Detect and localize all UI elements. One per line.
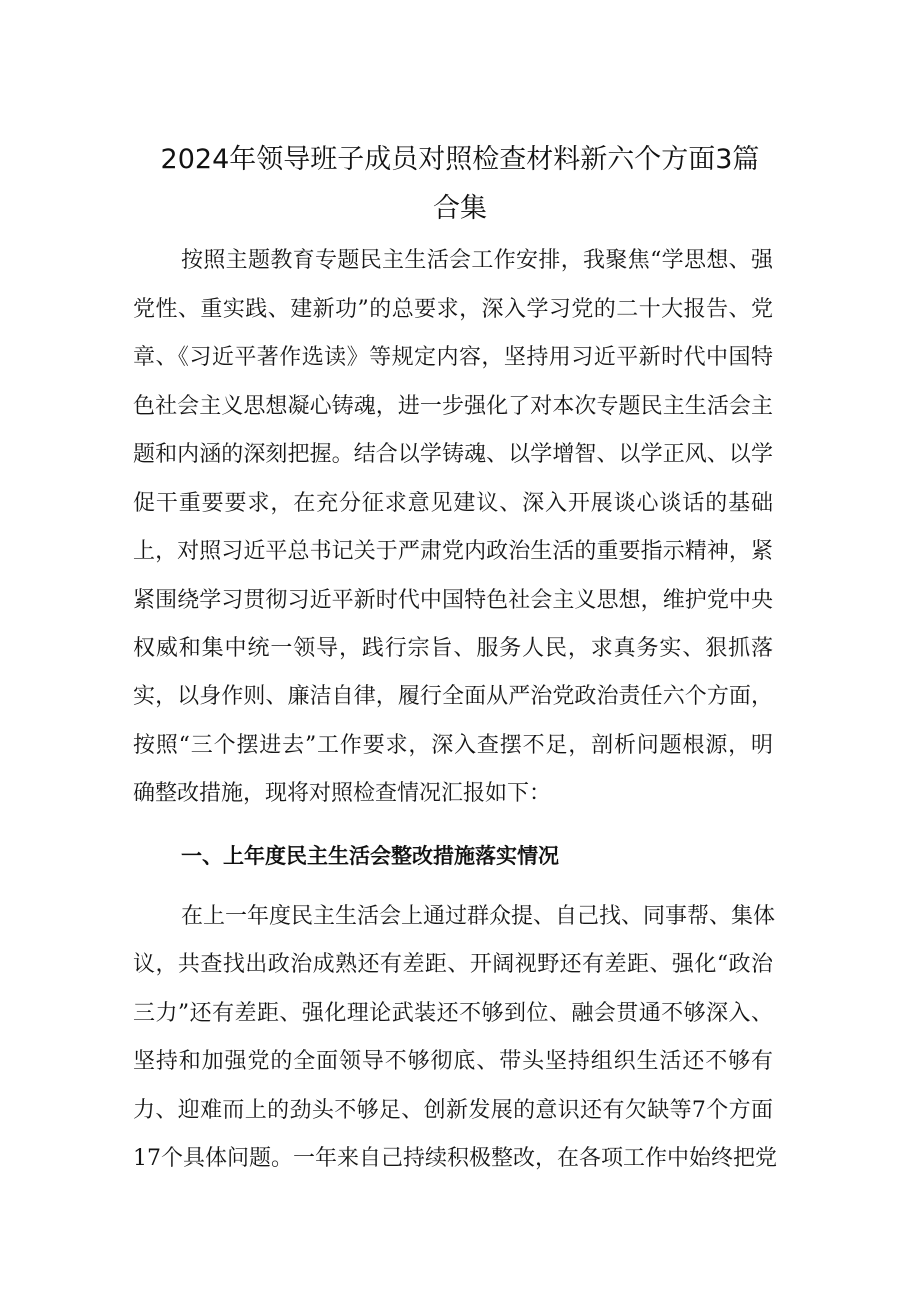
intro-line-12: 确整改措施，现将对照检查情况汇报如下： [133, 781, 552, 806]
document-title-line-1: 2024年领导班子成员对照检查材料新六个方面3篇 [160, 144, 760, 175]
document-title-line-2: 合集 [433, 193, 487, 224]
intro-line-6: 促干重要要求，在充分征求意见建议、深入开展谈心谈话的基础 [133, 491, 773, 516]
intro-line-4: 色社会主义思想凝心铸魂，进一步强化了对本次专题民主生活会主 [133, 394, 773, 419]
section-1-line-5: 力、迎难而上的劲头不够足、创新发展的意识还有欠缺等7个方面 [133, 1098, 773, 1123]
intro-line-1: 按照主题教育专题民主生活会工作安排，我聚焦“学思想、强 [181, 248, 773, 273]
intro-line-7: 上，对照习近平总书记关于严肃党内政治生活的重要指示精神，紧 [133, 539, 773, 564]
intro-line-5: 题和内涵的深刻把握。结合以学铸魂、以学增智、以学正风、以学 [133, 442, 773, 467]
intro-line-8: 紧围绕学习贯彻习近平新时代中国特色社会主义思想，维护党中央 [133, 588, 773, 613]
intro-line-10: 实，以身作则、廉洁自律，履行全面从严治党政治责任六个方面， [133, 684, 773, 709]
intro-line-2: 党性、重实践、建新功”的总要求，深入学习党的二十大报告、党 [133, 297, 773, 322]
section-1-line-6: 17个具体问题。一年来自己持续积极整改，在各项工作中始终把党 [133, 1146, 777, 1171]
section-1-heading: 一、上年度民主生活会整改措施落实情况 [181, 844, 559, 868]
intro-line-9: 权威和集中统一领导，践行宗旨、服务人民，求真务实、狠抓落 [133, 636, 773, 661]
section-1-line-4: 坚持和加强党的全面领导不够彻底、带头坚持组织生活还不够有 [133, 1049, 773, 1074]
intro-line-3: 章、《习近平著作选读》等规定内容，坚持用习近平新时代中国特 [133, 345, 773, 370]
intro-line-11: 按照“三个摆进去”工作要求，深入查摆不足，剖析问题根源，明 [133, 733, 773, 758]
section-1-line-2: 议，共查找出政治成熟还有差距、开阔视野还有差距、强化“政治 [133, 952, 773, 977]
section-1-line-1: 在上一年度民主生活会上通过群众提、自己找、同事帮、集体 [181, 904, 776, 929]
section-1-line-3: 三力”还有差距、强化理论武装还不够到位、融会贯通不够深入、 [133, 1001, 773, 1026]
